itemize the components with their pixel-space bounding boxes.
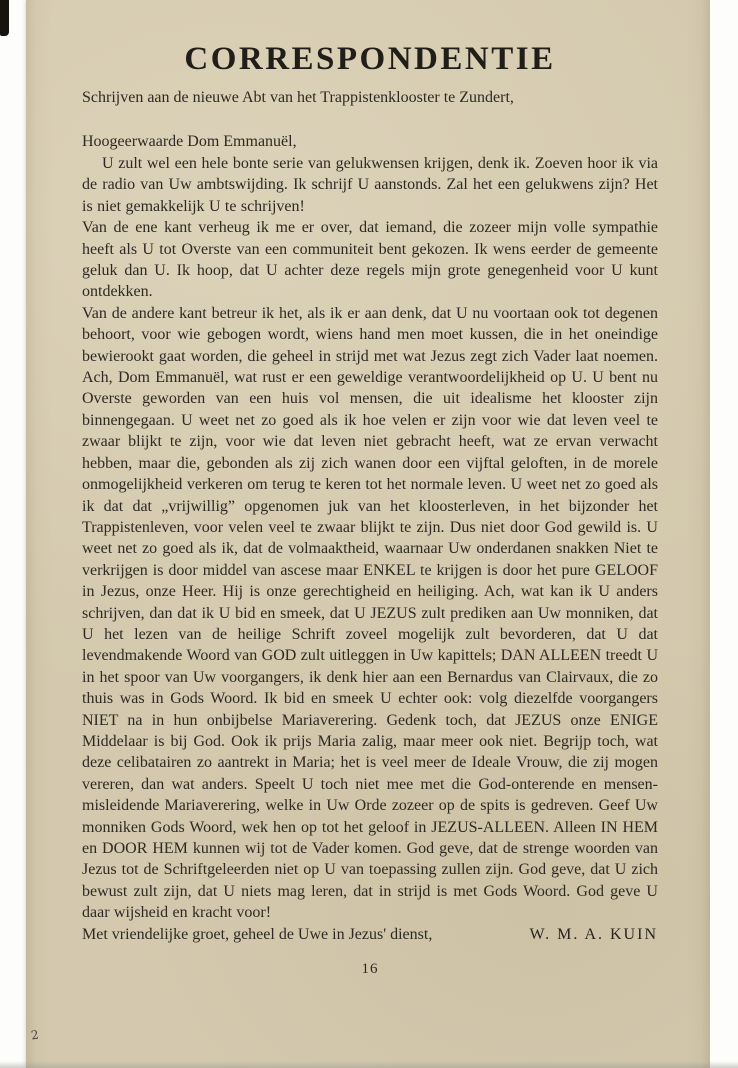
letter-paragraph: Van de ene kant verheug ik me er over, dat iemand, die zozeer mijn volle sympathie heeft als U tot Overste van een communiteit bent gekozen. Ik wens eerder de gemeente geluk dan U. Ik hoop, dat U achter deze regels mijn grote genegenheid voor U kunt ontdekken. xyxy=(82,219,658,301)
page-content xyxy=(82,0,658,978)
salutation: Hoogeerwaarde Dom Emmanuël, xyxy=(82,133,297,150)
scan-bottom-edge xyxy=(0,1061,738,1068)
book-page xyxy=(26,0,710,1068)
scan-corner-artifact xyxy=(0,0,9,36)
letter-body xyxy=(82,153,658,924)
signature: W. M. A. KUIN xyxy=(529,925,658,943)
letter-paragraph: Van de andere kant betreur ik het, als ik er aan denk, dat U nu voortaan ook tot degenen behoort, voor wie gebogen wordt, wiens hand men moet kussen, die in het oneindige bewierookt gaat worden, die geheel in strijd met wat Jezus zegt zich Vader laat noemen. Ach, Dom Emmanuël, wat rust er een geweldige verantwoordelijkheid op U. U bent nu Overste geworden van een huis vol mensen, die uit idealisme het klooster zijn binnengegaan. U weet net zo goed als ik hoe velen er zijn voor wie dat leven veel te zwaar blijkt te zijn, voor wie dat leven niet gebracht heeft, wat ze ervan verwacht hebben, maar die, gebonden als zij zich wanen door een vijftal geloften, in de morele onmogelijkheid verkeren om terug te keren tot het normale leven. U weet net zo goed als ik dat dat „vrijwillig” opgenomen juk van het kloosterleven, in het bijzonder het Trappistenleven, voor velen veel te zwaar blijkt te zijn. Dus niet door God gewild is. U weet net zo goed als ik, dat de volmaaktheid, waarnaar Uw onderdanen snakken Niet te verkrijgen is door middel van ascese maar ENKEL te krijgen is door het pure GELOOF in Jezus, onze Heer. Hij is onze gerechtigheid en heiliging. Ach, wat kan ik U anders schrijven, dan dat ik U bid en smeek, dat U JEZUS zult prediken aan Uw monniken, dat U het lezen van de heilige Schrift zoveel mogelijk zult bevorderen, dat U dat levendmakende Woord van GOD zult uitleggen in Uw kapittels; DAN ALLEEN treedt U in het spoor van Uw voorgangers, ik denk hier aan een Bernardus van Clairvaux, die zo thuis was in Gods Woord. Ik bid en smeek U echter ook: volg diezelfde voorgangers NIET na in hun onbijbelse Mariaverering. Gedenk toch, dat JEZUS onze ENIGE Middelaar is bij God. Ook ik prijs Maria zalig, maar meer ook niet. Begrijp toch, wat deze celibatairen zo aantrekt in Maria; het is veel meer de Ideale Vrouw, die zij mogen vereren, dan wat anders. Speelt U toch niet mee met die God-onterende en mensen-misleidende Mariaverering, welke in Uw Orde zozeer op de spits is gedreven. Geef Uw monniken Gods Woord, wek hen op tot het geloof in JEZUS-ALLEEN. Alleen IN HEM en DOOR HEM kunnen wij tot de Vader komen. God geve, dat de strenge woorden van Jezus tot de Schriftgeleerden niet op U van toepassing zullen zijn. God geve, dat U zich bewust zult zijn, dat U niets mag leren, dat in strijd is met Gods Woord. God geve U daar wijsheid en kracht voor! xyxy=(82,304,658,922)
letter-paragraph: U zult wel een hele bonte serie van gelukwensen krijgen, denk ik. Zoeven hoor ik via de radio van Uw ambtswijding. Ik schrijf U aanstonds. Zal het een gelukwens zijn? Het is niet gemakkelijk U te schrijven! xyxy=(82,155,658,215)
ink-speck: 2 xyxy=(30,1027,40,1043)
address-line: Schrijven aan de nieuwe Abt van het Trappistenklooster te Zundert, xyxy=(82,89,514,106)
page-title: CORRESPONDENTIE xyxy=(184,41,556,77)
page-number: 16 xyxy=(361,961,379,978)
closing-line: Met vriendelijke groet, geheel de Uwe in Jezus' dienst, xyxy=(82,925,433,943)
closing-row xyxy=(82,924,658,945)
scan-right-margin xyxy=(710,0,738,1068)
